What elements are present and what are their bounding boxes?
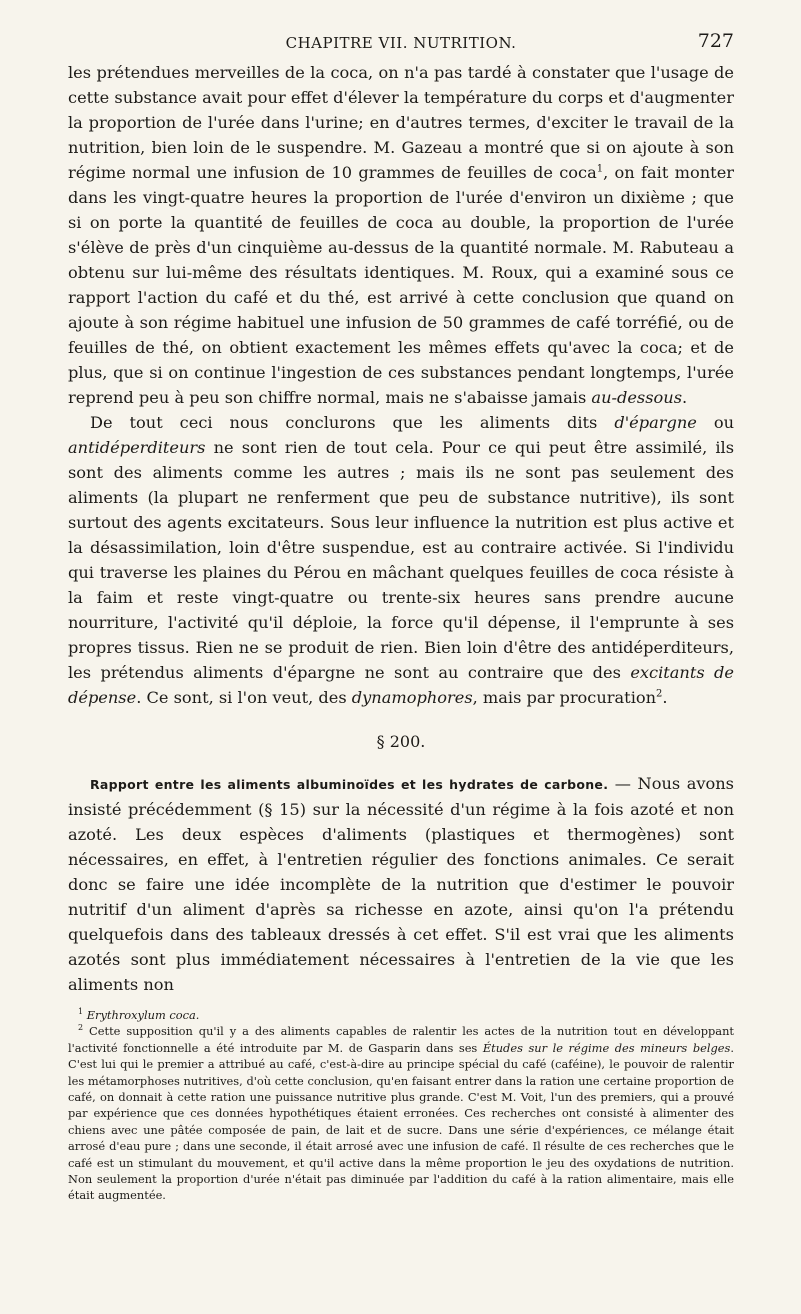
text-run: ou bbox=[696, 413, 734, 432]
section-number: § 200. bbox=[376, 732, 426, 751]
italic-term: excitants de dépense bbox=[68, 663, 734, 707]
text-run: . Ce sont, si l'on veut, des bbox=[136, 688, 352, 707]
footnote-1 bbox=[68, 1007, 734, 1023]
book-page bbox=[68, 30, 734, 1204]
text-run: . bbox=[682, 388, 688, 407]
footnote-text: Cette supposition qu'il y a des aliments capables de ralentir les actes de la nutrition tout en développant l'activité fonctionnelle a été introduite par M. de Gasparin dans ses bbox=[68, 1024, 734, 1055]
section-rubric: Rapport entre les aliments albuminoïdes et les hydrates de carbone. bbox=[90, 777, 609, 792]
footnote-mark: 1 bbox=[78, 1007, 84, 1017]
text-run: . bbox=[662, 688, 668, 707]
running-title: CHAPITRE VII. NUTRITION. bbox=[285, 34, 517, 52]
page-number: 727 bbox=[697, 30, 734, 52]
footnote-text: . C'est lui qui le premier a attribué au café, c'est-à-dire au principe spécial du café (caféine), le pouvoir de ralentir les métamorphoses nutritives, d'où cette conclusion, qu'en faisant entrer dans la ration une certaine proportion de café, on donnait à cette ration une puissance nutritive plus grande. C'est M. Voit, l'un des premiers, qui a prouvé par expérience que ces données hypothétiques étaient erronées. Ces recherches ont consisté à alimenter des chiens avec une pâtée composée de pain, de lait et de sucre. Dans une série d'expériences, ce mélange était arrosé d'eau pure ; dans une seconde, il était arrosé avec une infusion de café. Il résulte de ces recherches que le café est un stimulant du mouvement, et qu'il active dans la même proportion le jeu des oxydations de nutrition. Non seulement la proportion d'urée n'était pas diminuée par l'addition du café à la ration alimentaire, mais elle était augmentée. bbox=[68, 1040, 734, 1203]
text-run: , mais par procuration bbox=[472, 688, 657, 707]
footnote-ref-1: 1 bbox=[596, 163, 604, 175]
footnote-ref-2: 2 bbox=[656, 688, 663, 700]
text-run: , on fait monter dans les vingt-quatre heures la proportion de l'urée d'environ un dixième ; que si on porte la quantité de feuilles de coca au double, la proportion de l'urée s'élève de près d'un cinquième au-dessus de la quantité normale. M. Rabuteau a obtenu sur lui-même des résultats identiques. M. Roux, qui a examiné sous ce rapport l'action du café et du thé, est arrivé à cette conclusion que quand on ajoute à son régime habituel une infusion de 50 grammes de café torréfié, ou de feuilles de thé, on obtient exactement les mêmes effets qu'avec la coca; et de plus, que si on continue l'ingestion de ces substances pendant longtemps, l'urée reprend peu à peu son chiffre normal, mais ne s'abaisse jamais bbox=[68, 163, 735, 407]
running-header bbox=[68, 30, 734, 60]
text-run: — bbox=[608, 774, 638, 793]
text-run: Nous avons insisté précédemment (§ 15) sur la nécessité d'un régime à la fois azoté et non azoté. Les deux espèces d'aliments (plastiques et thermogènes) sont nécessaires, en effet, à l'entretien régulier des fonctions animales. Ce serait donc se faire une idée incomplète de la nutrition que d'estimer le pouvoir nutritif d'un aliment d'après sa richesse en azote, ainsi qu'on l'a prétendu quelquefois dans des tableaux dressés à cet effet. S'il est vrai que les aliments azotés sont plus immédiatement nécessaires à l'entretien de la vie que les aliments non bbox=[68, 774, 734, 994]
paragraph-conclusion bbox=[68, 410, 734, 710]
footnote-mark: 2 bbox=[78, 1023, 84, 1033]
footnote-2 bbox=[68, 1023, 734, 1203]
text-run: ne sont rien de tout cela. Pour ce qui peut être assimilé, ils sont des aliments comme les autres ; mais ils ne sont pas seulement des aliments (la plupart ne renferment que peu de substance nutritive), ils sont surtout des agents excitateurs. Sous leur influence la nutrition est plus active et la désassimilation, loin d'être suspendue, est au contraire activée. Si l'individu qui traverse les plaines du Pérou en mâchant quelques feuilles de coca résiste à la faim et reste vingt-quatre ou trente-six heures sans prendre aucune nourriture, l'activité qu'il déploie, la force qu'il dépense, il l'emprunte à ses propres tissus. Rien ne se produit de rien. Bien loin d'être des antidéperditeurs, les prétendus aliments d'épargne ne sont au contraire que des bbox=[68, 438, 734, 682]
italic-term: d'épargne bbox=[614, 413, 697, 432]
paragraph-coca bbox=[68, 60, 734, 410]
italic-term: au-dessous bbox=[591, 388, 683, 407]
text-run: De tout ceci nous conclurons que les aliments dits bbox=[90, 413, 615, 432]
text-run: les prétendues merveilles de la coca, on n'a pas tardé à constater que l'usage de cette substance avait pour effet d'élever la température du corps et d'augmenter la proportion de l'urée dans l'urine; en d'autres termes, d'exciter le travail de la nutrition, bien loin de le suspendre. M. Gazeau a montré que si on ajoute à son régime normal une infusion de 10 grammes de feuilles de coca bbox=[68, 63, 735, 182]
footnotes bbox=[68, 1007, 734, 1204]
italic-term: antidéperditeurs bbox=[68, 438, 206, 457]
italic-title: Études sur le régime des mineurs belges bbox=[482, 1040, 731, 1055]
italic-term: dynamophores bbox=[351, 688, 473, 707]
paragraph-section-200 bbox=[68, 771, 734, 997]
footnote-text: Erythroxylum coca. bbox=[86, 1008, 200, 1022]
